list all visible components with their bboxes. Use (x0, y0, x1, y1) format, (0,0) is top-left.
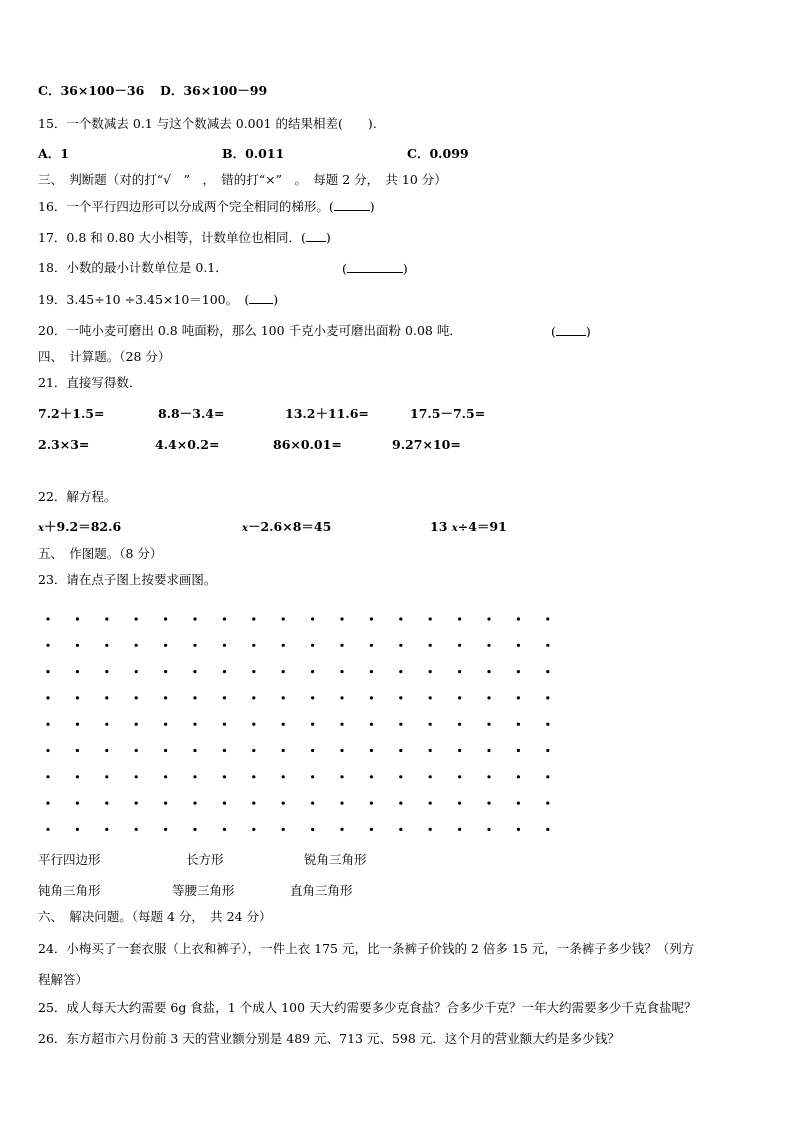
question-24-line-2: 程解答） (38, 972, 89, 987)
grid-dot[interactable] (193, 828, 196, 831)
grid-dot[interactable] (193, 670, 196, 673)
grid-dot[interactable] (311, 775, 314, 778)
grid-dot[interactable] (193, 644, 196, 647)
grid-dot[interactable] (282, 723, 285, 726)
grid-dot[interactable] (76, 828, 79, 831)
grid-dot[interactable] (546, 723, 549, 726)
grid-dot[interactable] (311, 644, 314, 647)
grid-dot[interactable] (135, 775, 138, 778)
grid-dot[interactable] (76, 749, 79, 752)
grid-dot[interactable] (546, 644, 549, 647)
grid-dot[interactable] (429, 802, 432, 805)
grid-dot[interactable] (340, 723, 343, 726)
shape-label: 直角三角形 (290, 883, 353, 898)
variable-x: x (451, 523, 458, 534)
grid-dot[interactable] (282, 802, 285, 805)
grid-dot[interactable] (46, 828, 49, 831)
q14-option-c: C．36×100－36 (38, 83, 145, 98)
calc-item: 8.8－3.4= (158, 406, 225, 421)
grid-dot[interactable] (546, 828, 549, 831)
grid-dot[interactable] (546, 617, 549, 620)
grid-dot[interactable] (252, 775, 255, 778)
section-3-heading: 三、 判断题（对的打“√ ” ， 错的打“×” 。 每题 2 分， 共 10 分） (38, 172, 447, 187)
grid-dot[interactable] (399, 775, 402, 778)
grid-dot[interactable] (223, 723, 226, 726)
question-20-text: 20．一吨小麦可磨出 0.8 吨面粉，那么 100 千克小麦可磨出面粉 0.08 吨． (38, 323, 462, 338)
paren-open: ( (551, 324, 556, 339)
grid-dot[interactable] (105, 749, 108, 752)
grid-dot[interactable] (311, 802, 314, 805)
grid-dot[interactable] (105, 696, 108, 699)
grid-dot[interactable] (429, 617, 432, 620)
question-24-line-1: 24．小梅买了一套衣服（上衣和裤子），一件上衣 175 元，比一条裤子价钱的 2 倍多 15 元，一条裤子多少钱？（列方 (38, 941, 695, 956)
grid-dot[interactable] (458, 617, 461, 620)
grid-dot[interactable] (223, 775, 226, 778)
question-17-text: 17．0.8 和 0.80 大小相等，计数单位也相同．( (38, 230, 306, 245)
grid-dot[interactable] (340, 775, 343, 778)
grid-dot[interactable] (487, 802, 490, 805)
paren-close: ) (585, 324, 591, 339)
grid-dot[interactable] (340, 644, 343, 647)
grid-dot[interactable] (546, 670, 549, 673)
grid-dot[interactable] (46, 775, 49, 778)
grid-dot[interactable] (105, 723, 108, 726)
grid-dot[interactable] (135, 617, 138, 620)
grid-dot[interactable] (164, 802, 167, 805)
paren-close: ) (273, 292, 279, 307)
grid-dot[interactable] (546, 775, 549, 778)
grid-dot[interactable] (458, 802, 461, 805)
shape-label: 锐角三角形 (304, 852, 367, 867)
equation-2-rest: －2.6×8＝45 (247, 519, 332, 534)
grid-dot[interactable] (399, 723, 402, 726)
grid-dot[interactable] (282, 749, 285, 752)
question-26: 26．东方超市六月份前 3 天的营业额分别是 489 元、713 元、598 元．这个月的营业额大约是多少钱？ (38, 1031, 620, 1046)
question-19-text: 19．3.45÷10 ÷3.45×10＝100。 ( (38, 292, 250, 307)
grid-dot[interactable] (399, 644, 402, 647)
question-16-text: 16．一个平行四边形可以分成两个完全相同的梯形。( (38, 199, 334, 214)
grid-dot[interactable] (282, 670, 285, 673)
grid-dot[interactable] (46, 696, 49, 699)
grid-dot[interactable] (193, 617, 196, 620)
paren-close: ) (402, 261, 408, 276)
grid-dot[interactable] (487, 670, 490, 673)
grid-dot[interactable] (223, 696, 226, 699)
grid-dot[interactable] (458, 775, 461, 778)
equation-1-rest: ＋9.2＝82.6 (43, 519, 122, 534)
grid-dot[interactable] (282, 696, 285, 699)
grid-dot[interactable] (193, 775, 196, 778)
grid-dot[interactable] (105, 775, 108, 778)
grid-dot[interactable] (458, 749, 461, 752)
grid-dot[interactable] (517, 670, 520, 673)
grid-dot[interactable] (340, 802, 343, 805)
grid-dot[interactable] (193, 749, 196, 752)
grid-dot[interactable] (223, 644, 226, 647)
grid-dot[interactable] (487, 617, 490, 620)
grid-dot[interactable] (517, 696, 520, 699)
grid-dot[interactable] (76, 670, 79, 673)
grid-dot[interactable] (517, 775, 520, 778)
grid-dot[interactable] (164, 644, 167, 647)
equation-3-prefix: 13 (430, 519, 448, 534)
grid-dot[interactable] (458, 828, 461, 831)
paren-open: ( (342, 261, 347, 276)
grid-dot[interactable] (311, 617, 314, 620)
grid-dot[interactable] (252, 723, 255, 726)
grid-dot[interactable] (458, 723, 461, 726)
grid-dot[interactable] (517, 723, 520, 726)
grid-dot[interactable] (135, 644, 138, 647)
grid-dot[interactable] (458, 670, 461, 673)
grid-dot[interactable] (429, 696, 432, 699)
shape-label: 长方形 (186, 852, 224, 867)
grid-dot[interactable] (252, 696, 255, 699)
grid-dot[interactable] (223, 802, 226, 805)
question-15-stem: 15．一个数减去 0.1 与这个数减去 0.001 的结果相差( ). (38, 116, 377, 131)
calc-item: 4.4×0.2= (155, 437, 220, 452)
grid-dot[interactable] (429, 644, 432, 647)
q15-option-b: B．0.011 (222, 146, 285, 161)
grid-dot[interactable] (487, 749, 490, 752)
grid-dot[interactable] (164, 828, 167, 831)
q15-option-c: C．0.099 (407, 146, 469, 161)
grid-dot[interactable] (311, 670, 314, 673)
equation-3-rest: ÷4＝91 (457, 519, 507, 534)
paren-close: ) (369, 199, 375, 214)
q15-option-a: A．1 (38, 146, 69, 161)
grid-dot[interactable] (76, 617, 79, 620)
grid-dot[interactable] (340, 749, 343, 752)
section-5-heading: 五、 作图题。（8 分） (38, 546, 163, 561)
grid-dot[interactable] (399, 617, 402, 620)
grid-dot[interactable] (429, 828, 432, 831)
grid-dot[interactable] (458, 696, 461, 699)
grid-dot[interactable] (252, 670, 255, 673)
grid-dot[interactable] (399, 749, 402, 752)
grid-dot[interactable] (546, 696, 549, 699)
grid-dot[interactable] (282, 828, 285, 831)
grid-dot[interactable] (135, 696, 138, 699)
grid-dot[interactable] (399, 802, 402, 805)
grid-dot[interactable] (252, 617, 255, 620)
grid-dot[interactable] (252, 802, 255, 805)
calc-item: 86×0.01= (273, 437, 342, 452)
grid-dot[interactable] (517, 644, 520, 647)
grid-dot[interactable] (370, 617, 373, 620)
grid-dot[interactable] (311, 749, 314, 752)
grid-dot[interactable] (223, 749, 226, 752)
grid-dot[interactable] (46, 723, 49, 726)
grid-dot[interactable] (458, 644, 461, 647)
grid-dot[interactable] (223, 617, 226, 620)
grid-dot[interactable] (487, 644, 490, 647)
grid-dot[interactable] (399, 670, 402, 673)
grid-dot[interactable] (46, 670, 49, 673)
question-18-text: 18．小数的最小计数单位是 0.1． (38, 260, 228, 275)
grid-dot[interactable] (135, 670, 138, 673)
grid-dot[interactable] (105, 644, 108, 647)
grid-dot[interactable] (517, 828, 520, 831)
grid-dot[interactable] (370, 749, 373, 752)
grid-dot[interactable] (311, 723, 314, 726)
grid-dot[interactable] (546, 802, 549, 805)
grid-dot[interactable] (223, 828, 226, 831)
grid-dot[interactable] (282, 644, 285, 647)
grid-dot[interactable] (370, 802, 373, 805)
question-21-stem: 21．直接写得数． (38, 375, 142, 390)
grid-dot[interactable] (370, 670, 373, 673)
grid-dot[interactable] (252, 644, 255, 647)
paren-close: ) (325, 230, 331, 245)
grid-dot[interactable] (164, 617, 167, 620)
grid-dot[interactable] (252, 828, 255, 831)
grid-dot[interactable] (252, 749, 255, 752)
grid-dot[interactable] (370, 696, 373, 699)
grid-dot[interactable] (135, 828, 138, 831)
calc-item: 2.3×3= (38, 437, 90, 452)
grid-dot[interactable] (76, 775, 79, 778)
grid-dot[interactable] (76, 802, 79, 805)
variable-x: x (242, 523, 248, 534)
calc-item: 7.2＋1.5= (38, 406, 105, 421)
calc-item: 13.2＋11.6= (285, 406, 369, 421)
grid-dot[interactable] (135, 723, 138, 726)
grid-dot[interactable] (46, 617, 49, 620)
grid-dot[interactable] (370, 828, 373, 831)
grid-dot[interactable] (164, 775, 167, 778)
grid-dot[interactable] (46, 644, 49, 647)
calc-item: 17.5－7.5= (410, 406, 486, 421)
grid-dot[interactable] (105, 617, 108, 620)
grid-dot[interactable] (193, 696, 196, 699)
grid-dot[interactable] (76, 696, 79, 699)
grid-dot[interactable] (546, 749, 549, 752)
grid-dot[interactable] (399, 696, 402, 699)
variable-x: x (38, 523, 44, 534)
grid-dot[interactable] (193, 802, 196, 805)
grid-dot[interactable] (517, 749, 520, 752)
grid-dot[interactable] (282, 775, 285, 778)
grid-dot[interactable] (193, 723, 196, 726)
grid-dot[interactable] (223, 670, 226, 673)
grid-dot[interactable] (487, 723, 490, 726)
grid-dot[interactable] (135, 802, 138, 805)
question-25: 25．成人每天大约需要 6g 食盐，1 个成人 100 天大约需要多少克食盐？合多少千克？一年大约需要多少千克食盐呢？ (38, 1000, 697, 1015)
shape-label: 钝角三角形 (38, 883, 101, 898)
grid-dot[interactable] (164, 670, 167, 673)
question-23-stem: 23．请在点子图上按要求画图。 (38, 572, 217, 587)
section-6-heading: 六、 解决问题。（每题 4 分， 共 24 分） (38, 909, 272, 924)
grid-dot[interactable] (164, 749, 167, 752)
grid-dot[interactable] (487, 828, 490, 831)
grid-dot[interactable] (340, 828, 343, 831)
grid-dot[interactable] (46, 802, 49, 805)
grid-dot[interactable] (517, 617, 520, 620)
grid-dot[interactable] (311, 696, 314, 699)
grid-dot[interactable] (105, 802, 108, 805)
question-22-stem: 22．解方程。 (38, 489, 117, 504)
grid-dot[interactable] (105, 670, 108, 673)
grid-dot[interactable] (429, 775, 432, 778)
grid-dot[interactable] (517, 802, 520, 805)
grid-dot[interactable] (76, 723, 79, 726)
grid-dot[interactable] (429, 670, 432, 673)
grid-dot[interactable] (46, 749, 49, 752)
grid-dot[interactable] (487, 696, 490, 699)
grid-dot[interactable] (340, 696, 343, 699)
grid-dot[interactable] (105, 828, 108, 831)
grid-dot[interactable] (429, 723, 432, 726)
grid-dot[interactable] (429, 749, 432, 752)
grid-dot[interactable] (76, 644, 79, 647)
grid-dot[interactable] (164, 696, 167, 699)
section-4-heading: 四、 计算题。（28 分） (38, 349, 171, 364)
grid-dot[interactable] (370, 723, 373, 726)
grid-dot[interactable] (340, 617, 343, 620)
grid-dot[interactable] (311, 828, 314, 831)
grid-dot[interactable] (135, 749, 138, 752)
grid-dot[interactable] (164, 723, 167, 726)
grid-dot[interactable] (370, 775, 373, 778)
shape-label: 等腰三角形 (172, 883, 235, 898)
shape-label: 平行四边形 (38, 852, 101, 867)
grid-dot[interactable] (370, 644, 373, 647)
grid-dot[interactable] (282, 617, 285, 620)
grid-dot[interactable] (340, 670, 343, 673)
grid-dot[interactable] (487, 775, 490, 778)
calc-item: 9.27×10= (392, 437, 461, 452)
grid-dot[interactable] (399, 828, 402, 831)
q14-option-d: D．36×100－99 (160, 83, 268, 98)
